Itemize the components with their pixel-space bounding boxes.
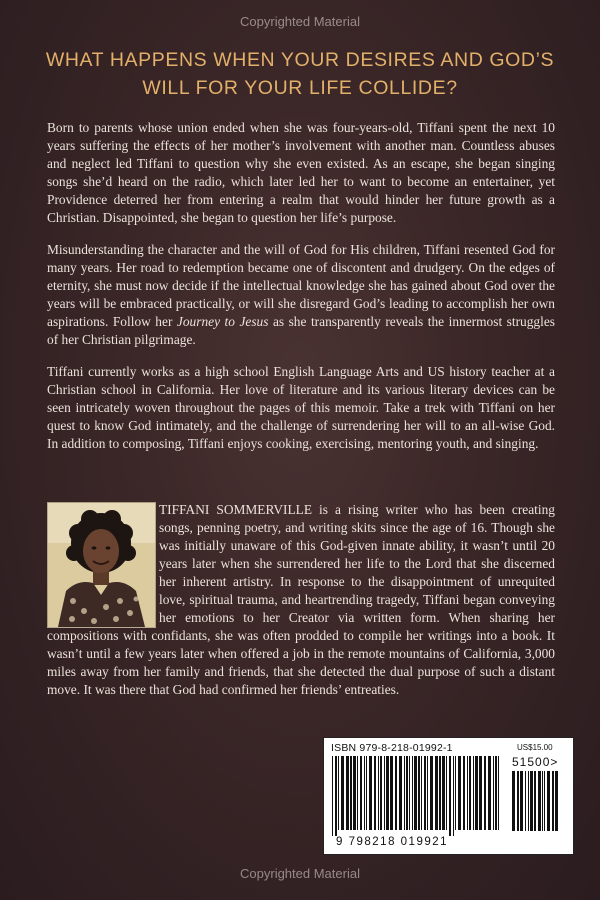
barcode-stripe: [350, 756, 352, 830]
barcode-stripe: [409, 756, 410, 830]
isbn-digits: 9 798218 019921: [336, 836, 449, 848]
ean-barcode-bars: [332, 756, 502, 836]
barcode-stripe: [555, 771, 558, 831]
barcode-stripe: [467, 756, 468, 830]
barcode-stripe: [430, 756, 433, 830]
barcode-stripe: [366, 756, 367, 830]
barcode-stripe: [406, 756, 408, 830]
barcode-stripe: [495, 756, 497, 830]
barcode-stripe: [424, 756, 426, 830]
barcode-stripe: [384, 756, 385, 830]
barcode-stripe: [418, 756, 420, 830]
barcode-stripe: [414, 756, 417, 830]
barcode-stripe: [475, 756, 478, 830]
barcode-stripe: [528, 771, 529, 831]
isbn-barcode: [323, 737, 574, 855]
synopsis-paragraph-1: Born to parents whose union ended when she was four-years-old, Tiffani spent the next 10 years suffering the effects of her mother’s involvement with another man. Countless abuses and neglect led Tiffani to question why she even existed. As an escape, she began singing songs she’d heard on the radio, which later led her to want to become an entertainer, yet Providence deterred her from entering a realm that would hinder her future growth as a Christian. Disappointed, she began to question her life’s purpose.: [47, 120, 555, 225]
synopsis-paragraph-3: Tiffani currently works as a high school English Language Arts and US history teacher at a Christian school in California. Her love of literature and its various literary devices can be seen intricately woven throughout the pages of this memoir. Take a trek with Tiffani on her quest to know God intimately, and the challenge of surrendering her will to an all-wise God. In addition to composing, Tiffani enjoys cooking, exercising, mentoring youth, and singing.: [47, 364, 555, 451]
barcode-stripe: [404, 756, 405, 830]
synopsis-paragraph-2-start: Misunderstanding the character and the will of God for His children, Tiffani resented God for many years. Her road to redemption became one of discontent and drudgery. On the edges of eternity, she must now decide if the intellectual knowledge she has gained about God over the years will be embraced practically, or will she disregard God’s leading to accomplish her own aspirations. Follow her: [47, 242, 555, 329]
barcode-stripe: [390, 756, 393, 830]
barcode-stripe: [439, 756, 441, 830]
barcode-stripe: [498, 756, 499, 830]
barcode-stripe: [469, 756, 471, 830]
barcode-stripe: [520, 771, 523, 831]
barcode-stripe: [346, 756, 349, 830]
barcode-stripe: [332, 756, 333, 836]
author-bio-text: TIFFANI SOMMERVILLE is a rising writer who has been creating songs, penning poetry, and writing skits since the age of 16. Though she was initially unaware of this God-given innate ability, it wasn’t until 20 years later when she surrendered her life to the Lord that she discerned her inherent artistry. In response to the disappointment of unrequited love, spiritual trauma, and heartrending tragedy, Tiffani began conveying her emotions to her Creator via written form. When sharing her compositions with confidants, she was often prodded to compile her writings into a book. It wasn’t until a few years later when offered a job in the remote mountains of California, 3,000 miles away from her family and friends, that she detected the dual purpose of such a distant move. It was there that God had confirmed her friends’ entreaties.: [47, 502, 555, 697]
author-bio: [47, 501, 555, 699]
barcode-stripe: [435, 756, 438, 830]
barcode-stripe: [386, 756, 389, 830]
barcode-stripe: [542, 771, 543, 831]
barcode-stripe: [442, 756, 445, 830]
price-code: 51500>: [512, 755, 559, 769]
barcode-stripe: [517, 771, 519, 831]
barcode-stripe: [380, 756, 382, 830]
barcode-stripe: [446, 756, 447, 830]
barcode-stripe: [547, 771, 550, 831]
barcode-stripe: [453, 756, 454, 836]
barcode-stripe: [335, 756, 337, 836]
barcode-stripe: [374, 756, 376, 830]
barcode-stripe: [455, 756, 456, 830]
barcode-stripe: [341, 756, 344, 830]
barcode-stripe: [538, 771, 541, 831]
barcode-stripe: [544, 771, 545, 831]
barcode-stripe: [357, 756, 358, 830]
watermark-top: Copyrighted Material: [240, 14, 360, 29]
isbn-label: ISBN 979-8-218-01992-1: [331, 742, 453, 754]
barcode-stripe: [488, 756, 491, 830]
barcode-stripe: [530, 771, 533, 831]
barcode-stripe: [360, 756, 362, 830]
barcode-stripe: [484, 756, 486, 830]
barcode-stripe: [525, 771, 526, 831]
price-label: US$15.00: [517, 743, 553, 752]
watermark-bottom: Copyrighted Material: [240, 866, 360, 881]
price-barcode-bars: [512, 771, 562, 837]
barcode-stripe: [421, 756, 422, 830]
barcode-stripe: [427, 756, 428, 830]
barcode-stripe: [353, 756, 356, 830]
book-title-italic: Journey to Jesus: [176, 314, 269, 329]
barcode-stripe: [449, 756, 451, 836]
back-cover-headline: WHAT HAPPENS WHEN YOUR DESIRES AND GOD’S WILL FOR YOUR LIFE COLLIDE?: [45, 49, 555, 99]
barcode-stripe: [458, 756, 461, 830]
synopsis-paragraph-2-end: as she transparently reveals the innermost struggles of her Christian pilgrimage.: [47, 314, 556, 347]
barcode-stripe: [479, 756, 482, 830]
barcode-stripe: [534, 771, 536, 831]
barcode-stripe: [369, 756, 372, 830]
barcode-stripe: [338, 756, 339, 830]
barcode-stripe: [493, 756, 494, 830]
barcode-stripe: [512, 771, 515, 831]
barcode-stripe: [463, 756, 465, 830]
barcode-stripe: [395, 756, 397, 830]
photo-spacer: [47, 501, 159, 627]
barcode-stripe: [399, 756, 402, 830]
barcode-stripe: [412, 756, 413, 830]
synopsis-paragraph-2: [47, 241, 555, 349]
barcode-stripe: [364, 756, 365, 830]
barcode-stripe: [552, 771, 554, 831]
barcode-stripe: [473, 756, 474, 830]
barcode-stripe: [378, 756, 379, 830]
